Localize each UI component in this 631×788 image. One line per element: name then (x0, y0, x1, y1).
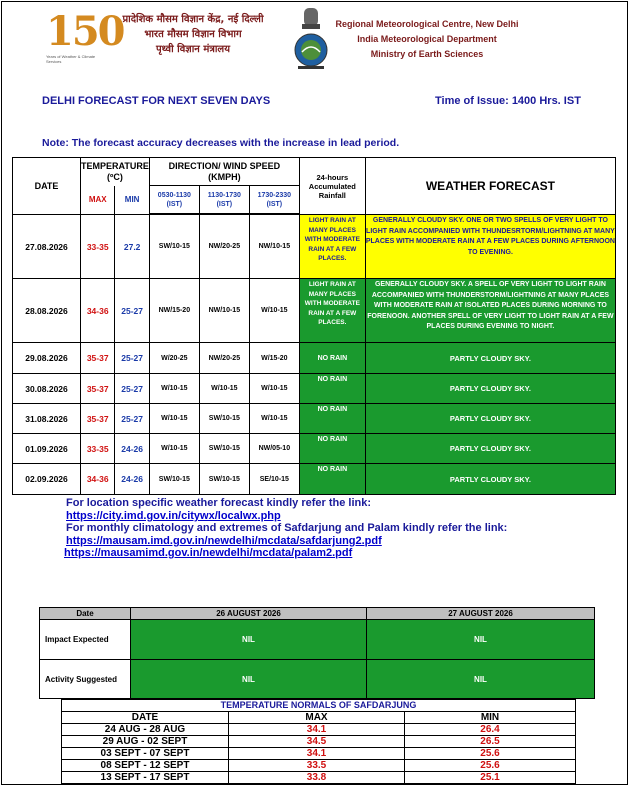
row-wind-3: SE/10-15 (249, 464, 299, 495)
normals-max: 33.5 (229, 760, 405, 772)
col-wind-header (149, 158, 299, 186)
normals-min: 25.6 (405, 760, 576, 772)
row-wind-3: W/15-20 (249, 343, 299, 374)
row-wind-1: SW/10-15 (149, 464, 199, 495)
row-max: 33-35 (81, 434, 115, 464)
row-rain: LIGHT RAIN AT MANY PLACES WITH MODERATE RAIN AT A FEW PLACES. (299, 279, 365, 343)
table-row (13, 215, 616, 279)
normals-min: 26.4 (405, 724, 576, 736)
normals-max-header: MAX (229, 712, 405, 724)
row-forecast: PARTLY CLOUDY SKY. (365, 343, 615, 374)
normals-row (62, 760, 576, 772)
row-wind-3: NW/10-15 (249, 215, 299, 279)
wind-time-3 (249, 186, 299, 214)
row-date: 28.08.2026 (13, 279, 81, 343)
activity-value-2: NIL (367, 660, 595, 699)
activity-value-1: NIL (131, 660, 367, 699)
row-date: 29.08.2026 (13, 343, 81, 374)
temp-label: TEMPERATURE (81, 160, 149, 171)
row-max: 34-36 (81, 279, 115, 343)
row-date: 01.09.2026 (13, 434, 81, 464)
row-min: 25-27 (115, 343, 149, 374)
forecast-table (12, 157, 616, 495)
wind-time-3-range: 1730-2330 (257, 191, 292, 199)
english-line-3: Ministry of Earth Sciences (370, 49, 484, 59)
row-min: 24-26 (115, 464, 149, 495)
hindi-line-1: प्रादेशिक मौसम विज्ञान केंद्र, नई दिल्ली (122, 14, 264, 25)
normals-row (62, 748, 576, 760)
row-wind-3: W/10-15 (249, 279, 299, 343)
impact-label: Impact Expected (40, 620, 131, 660)
row-wind-2: SW/10-15 (199, 464, 249, 495)
row-rain: NO RAIN (299, 434, 365, 464)
impact-row (40, 660, 595, 699)
english-line-2: India Meteorological Department (357, 34, 497, 44)
col-date-header: DATE (13, 158, 81, 215)
row-rain: NO RAIN (299, 404, 365, 434)
header-hindi (108, 12, 278, 57)
normals-date: 24 AUG - 28 AUG (62, 724, 229, 736)
row-wind-3: W/10-15 (249, 374, 299, 404)
row-rain: NO RAIN (299, 374, 365, 404)
row-forecast: GENERALLY CLOUDY SKY. A SPELL OF VERY LIGHT TO LIGHT RAIN ACCOMPANIED WITH THUNDERSTORM/LIGHTNING AT MANY PLACES WITH MODERATE RAIN AT ISOLATED PLACES DURING MORNING TO FORENOON. ANOTHER SPELL OF VERY LIGHT TO LIGHT RAIN AT A FEW PLACES DURING EVENING TO NIGHT. (365, 279, 615, 343)
impact-day2-header: 27 AUGUST 2026 (367, 608, 595, 620)
page-title: DELHI FORECAST FOR NEXT SEVEN DAYS (42, 95, 271, 107)
row-forecast: PARTLY CLOUDY SKY. (365, 374, 615, 404)
normals-min: 25.6 (405, 748, 576, 760)
row-wind-1: NW/15-20 (149, 279, 199, 343)
normals-max: 34.1 (229, 724, 405, 736)
row-date: 30.08.2026 (13, 374, 81, 404)
row-wind-1: W/20-25 (149, 343, 199, 374)
national-emblem-icon (288, 6, 334, 72)
table-row (13, 279, 616, 343)
wind-unit: (KMPH) (208, 171, 241, 182)
row-forecast: PARTLY CLOUDY SKY. (365, 434, 615, 464)
wind-label: DIRECTION/ WIND SPEED (168, 160, 281, 171)
link-intro-2: For monthly climatology and extremes of Safdarjung and Palam kindly refer the link: (66, 522, 508, 534)
row-wind-2: W/10-15 (199, 374, 249, 404)
row-forecast: PARTLY CLOUDY SKY. (365, 464, 615, 495)
normals-date: 03 SEPT - 07 SEPT (62, 748, 229, 760)
english-line-1: Regional Meteorological Centre, New Delhi (335, 19, 519, 29)
normals-min: 26.5 (405, 736, 576, 748)
row-min: 25-27 (115, 279, 149, 343)
row-wind-1: SW/10-15 (149, 215, 199, 279)
impact-value-2: NIL (367, 620, 595, 660)
col-rain-header (299, 158, 365, 215)
impact-day1-header: 26 AUGUST 2026 (131, 608, 367, 620)
normals-row (62, 736, 576, 748)
impact-row (40, 620, 595, 660)
normals-max: 34.1 (229, 748, 405, 760)
row-wind-2: SW/10-15 (199, 404, 249, 434)
row-min: 27.2 (115, 215, 149, 279)
normals-date: 13 SEPT - 17 SEPT (62, 772, 229, 784)
normals-min-header: MIN (405, 712, 576, 724)
wind-time-2-range: 1130-1730 (207, 191, 241, 199)
city-forecast-link[interactable]: https://city.imd.gov.in/citywx/localwx.php (66, 510, 281, 522)
row-wind-2: SW/10-15 (199, 434, 249, 464)
row-wind-2: NW/10-15 (199, 279, 249, 343)
normals-table (61, 699, 576, 784)
temp-unit: (ºC) (107, 171, 123, 182)
table-row (13, 343, 616, 374)
row-max: 35-37 (81, 343, 115, 374)
normals-date-header: DATE (62, 712, 229, 724)
normals-min: 25.1 (405, 772, 576, 784)
row-wind-1: W/10-15 (149, 374, 199, 404)
wind-time-2 (199, 186, 249, 214)
row-forecast: PARTLY CLOUDY SKY. (365, 404, 615, 434)
table-row (13, 464, 616, 495)
normals-row (62, 724, 576, 736)
imd-150-logo (46, 8, 124, 64)
normals-max: 33.8 (229, 772, 405, 784)
hindi-line-2: भारत मौसम विज्ञान विभाग (144, 29, 242, 40)
normals-max: 34.5 (229, 736, 405, 748)
row-wind-1: W/10-15 (149, 434, 199, 464)
row-wind-2: NW/20-25 (199, 343, 249, 374)
table-row (13, 374, 616, 404)
row-wind-3: NW/05-10 (249, 434, 299, 464)
row-rain: NO RAIN (299, 464, 365, 495)
row-max: 35-37 (81, 404, 115, 434)
row-max: 35-37 (81, 374, 115, 404)
wind-time-1 (149, 186, 199, 214)
row-wind-2: NW/20-25 (199, 215, 249, 279)
row-wind-1: W/10-15 (149, 404, 199, 434)
table-row (13, 434, 616, 464)
row-max: 34-36 (81, 464, 115, 495)
normals-date: 29 AUG - 02 SEPT (62, 736, 229, 748)
row-rain: LIGHT RAIN AT MANY PLACES WITH MODERATE RAIN AT A FEW PLACES. (299, 215, 365, 279)
palam-link[interactable]: https://mausamimd.gov.in/newdelhi/mcdata/palam2.pdf (64, 547, 353, 559)
impact-table (39, 607, 595, 699)
link-intro-1: For location specific weather forecast kindly refer the link: (66, 497, 372, 509)
note-text: Note: The forecast accuracy decreases with the increase in lead period. (42, 137, 400, 149)
normals-row (62, 772, 576, 784)
impact-value-1: NIL (131, 620, 367, 660)
row-min: 24-26 (115, 434, 149, 464)
row-rain: NO RAIN (299, 343, 365, 374)
rain-label: 24-hours Accumulated Rainfall (308, 172, 356, 200)
issue-time: Time of Issue: 1400 Hrs. IST (435, 95, 581, 107)
row-max: 33-35 (81, 215, 115, 279)
row-wind-3: W/10-15 (249, 404, 299, 434)
wind-time-2-tz: (IST) (216, 200, 233, 208)
row-forecast: GENERALLY CLOUDY SKY. ONE OR TWO SPELLS OF VERY LIGHT TO LIGHT RAIN ACCOMPANIED WITH THUNDESRTORM/LIGHTNING AT MANY PLACES WITH MODERATE RAIN AT A FEW PLACES DURING AFTERNOON TO EVENING. (365, 215, 615, 279)
header-english (332, 17, 522, 62)
normals-title: TEMPERATURE NORMALS OF SAFDARJUNG (62, 700, 576, 712)
activity-label: Activity Suggested (40, 660, 131, 699)
col-forecast-header: WEATHER FORECAST (365, 158, 615, 215)
hindi-line-3: पृथ्वी विज्ञान मंत्रालय (155, 44, 231, 55)
row-date: 02.09.2026 (13, 464, 81, 495)
col-temp-header (81, 158, 150, 186)
col-min-header: MIN (115, 186, 149, 215)
row-date: 31.08.2026 (13, 404, 81, 434)
normals-date: 08 SEPT - 12 SEPT (62, 760, 229, 772)
col-max-header: MAX (81, 186, 115, 215)
row-min: 25-27 (115, 404, 149, 434)
impact-date-header: Date (40, 608, 131, 620)
wind-time-1-tz: (IST) (166, 200, 183, 208)
wind-time-1-range: 0530-1130 (157, 191, 191, 199)
row-min: 25-27 (115, 374, 149, 404)
row-date: 27.08.2026 (13, 215, 81, 279)
logo-number: 150 (46, 8, 124, 55)
table-row (13, 404, 616, 434)
wind-time-3-tz: (IST) (266, 200, 283, 208)
safdarjung-link[interactable]: https://mausam.imd.gov.in/newdelhi/mcdata/safdarjung2.pdf (66, 535, 382, 547)
logo-caption: Years of Weather & Climate Services (46, 54, 96, 64)
